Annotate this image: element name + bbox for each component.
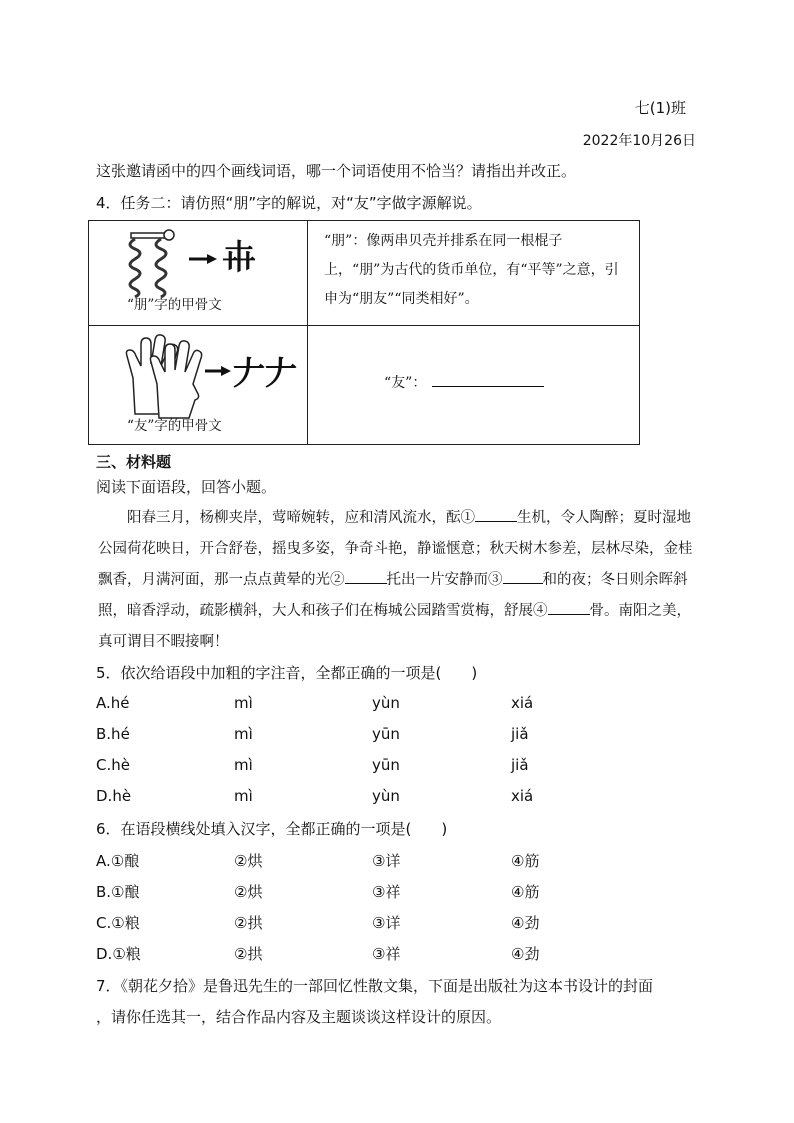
q6-option-c[interactable]: C.①粮 xyxy=(96,914,140,932)
peng-explanation: “朋”：像两串贝壳并排系在同一根棍子上，“朋”为古代的货币单位，有“平等”之意，引申为“朋友”“同类相好”。 xyxy=(324,233,619,307)
peng-caption: “朋”字的甲骨文 xyxy=(127,297,222,313)
q5-option-b[interactable]: B.hé xyxy=(96,725,130,743)
q6-stem: 6．在语段横线处填入汉字，全都正确的一项是( ) xyxy=(96,820,448,838)
you-caption: “友”字的甲骨文 xyxy=(127,418,222,434)
q5-option-d[interactable]: D.hè xyxy=(96,787,132,805)
shell-string-image xyxy=(89,221,307,301)
q4-stem: 4．任务二：请仿照“朋”字的解说，对“友”字做字源解说。 xyxy=(96,194,482,212)
peng-oracle-glyph: 𠦃 xyxy=(222,238,252,278)
q6-option-a[interactable]: A.①酿 xyxy=(96,852,140,870)
q5-option-a[interactable]: A.hé xyxy=(96,694,130,712)
peng-image-cell xyxy=(89,221,307,325)
section-instruction: 阅读下面语段，回答小题。 xyxy=(96,478,277,496)
q5-stem: 5．依次给语段中加粗的字注音，全都正确的一项是( ) xyxy=(96,664,478,682)
you-explanation xyxy=(384,372,544,392)
you-oracle-glyph: 𠂇𠂇 xyxy=(233,354,298,392)
q5-option-c[interactable]: C.hè xyxy=(96,756,130,774)
you-explanation-label: “友”： xyxy=(384,375,427,391)
blank-1[interactable] xyxy=(475,509,517,522)
passage: 阳春三月，杨柳夹岸，莺啼婉转，应和清风流水，酝① 生机，令人陶醉；夏时湿地公园荷花映日，开合舒卷，摇曳多姿，争奇斗艳，静谧惬意；秋天树木参差，层林尽染，金桂飘香，月满河面，那一点点黄晕的光② 托出一片安静而③ 和的夜；冬日则余晖斜照，暗香浮动，疏影横斜，大人和孩子们在梅城公园踏雪赏梅，舒展④ 骨。南阳之美，真可谓目不暇接啊！ xyxy=(98,510,693,650)
section-title: 三、材料题 xyxy=(96,453,172,471)
blank-4[interactable] xyxy=(548,602,590,615)
q7-line-2: ，请你任选其一，结合作品内容及主题谈谈这样设计的原因。 xyxy=(96,1008,502,1026)
you-answer-blank[interactable] xyxy=(432,372,544,387)
q7-line-1: 7．《朝花夕拾》是鲁迅先生的一部回忆性散文集，下面是出版社为这本书设计的封面 xyxy=(96,977,654,995)
q3-tail: 这张邀请函中的四个画线词语，哪一个词语使用不恰当？请指出并改正。 xyxy=(96,162,577,180)
q6-option-d[interactable]: D.①粮 xyxy=(96,945,141,963)
q6-option-b[interactable]: B.①酿 xyxy=(96,883,140,901)
date-label: 2022年10月26日 xyxy=(582,133,696,149)
class-label: 七(1)班 xyxy=(634,99,686,117)
blank-2[interactable] xyxy=(345,571,387,584)
etymology-table xyxy=(88,220,640,445)
you-image-cell xyxy=(89,326,307,444)
blank-3[interactable] xyxy=(503,571,543,584)
